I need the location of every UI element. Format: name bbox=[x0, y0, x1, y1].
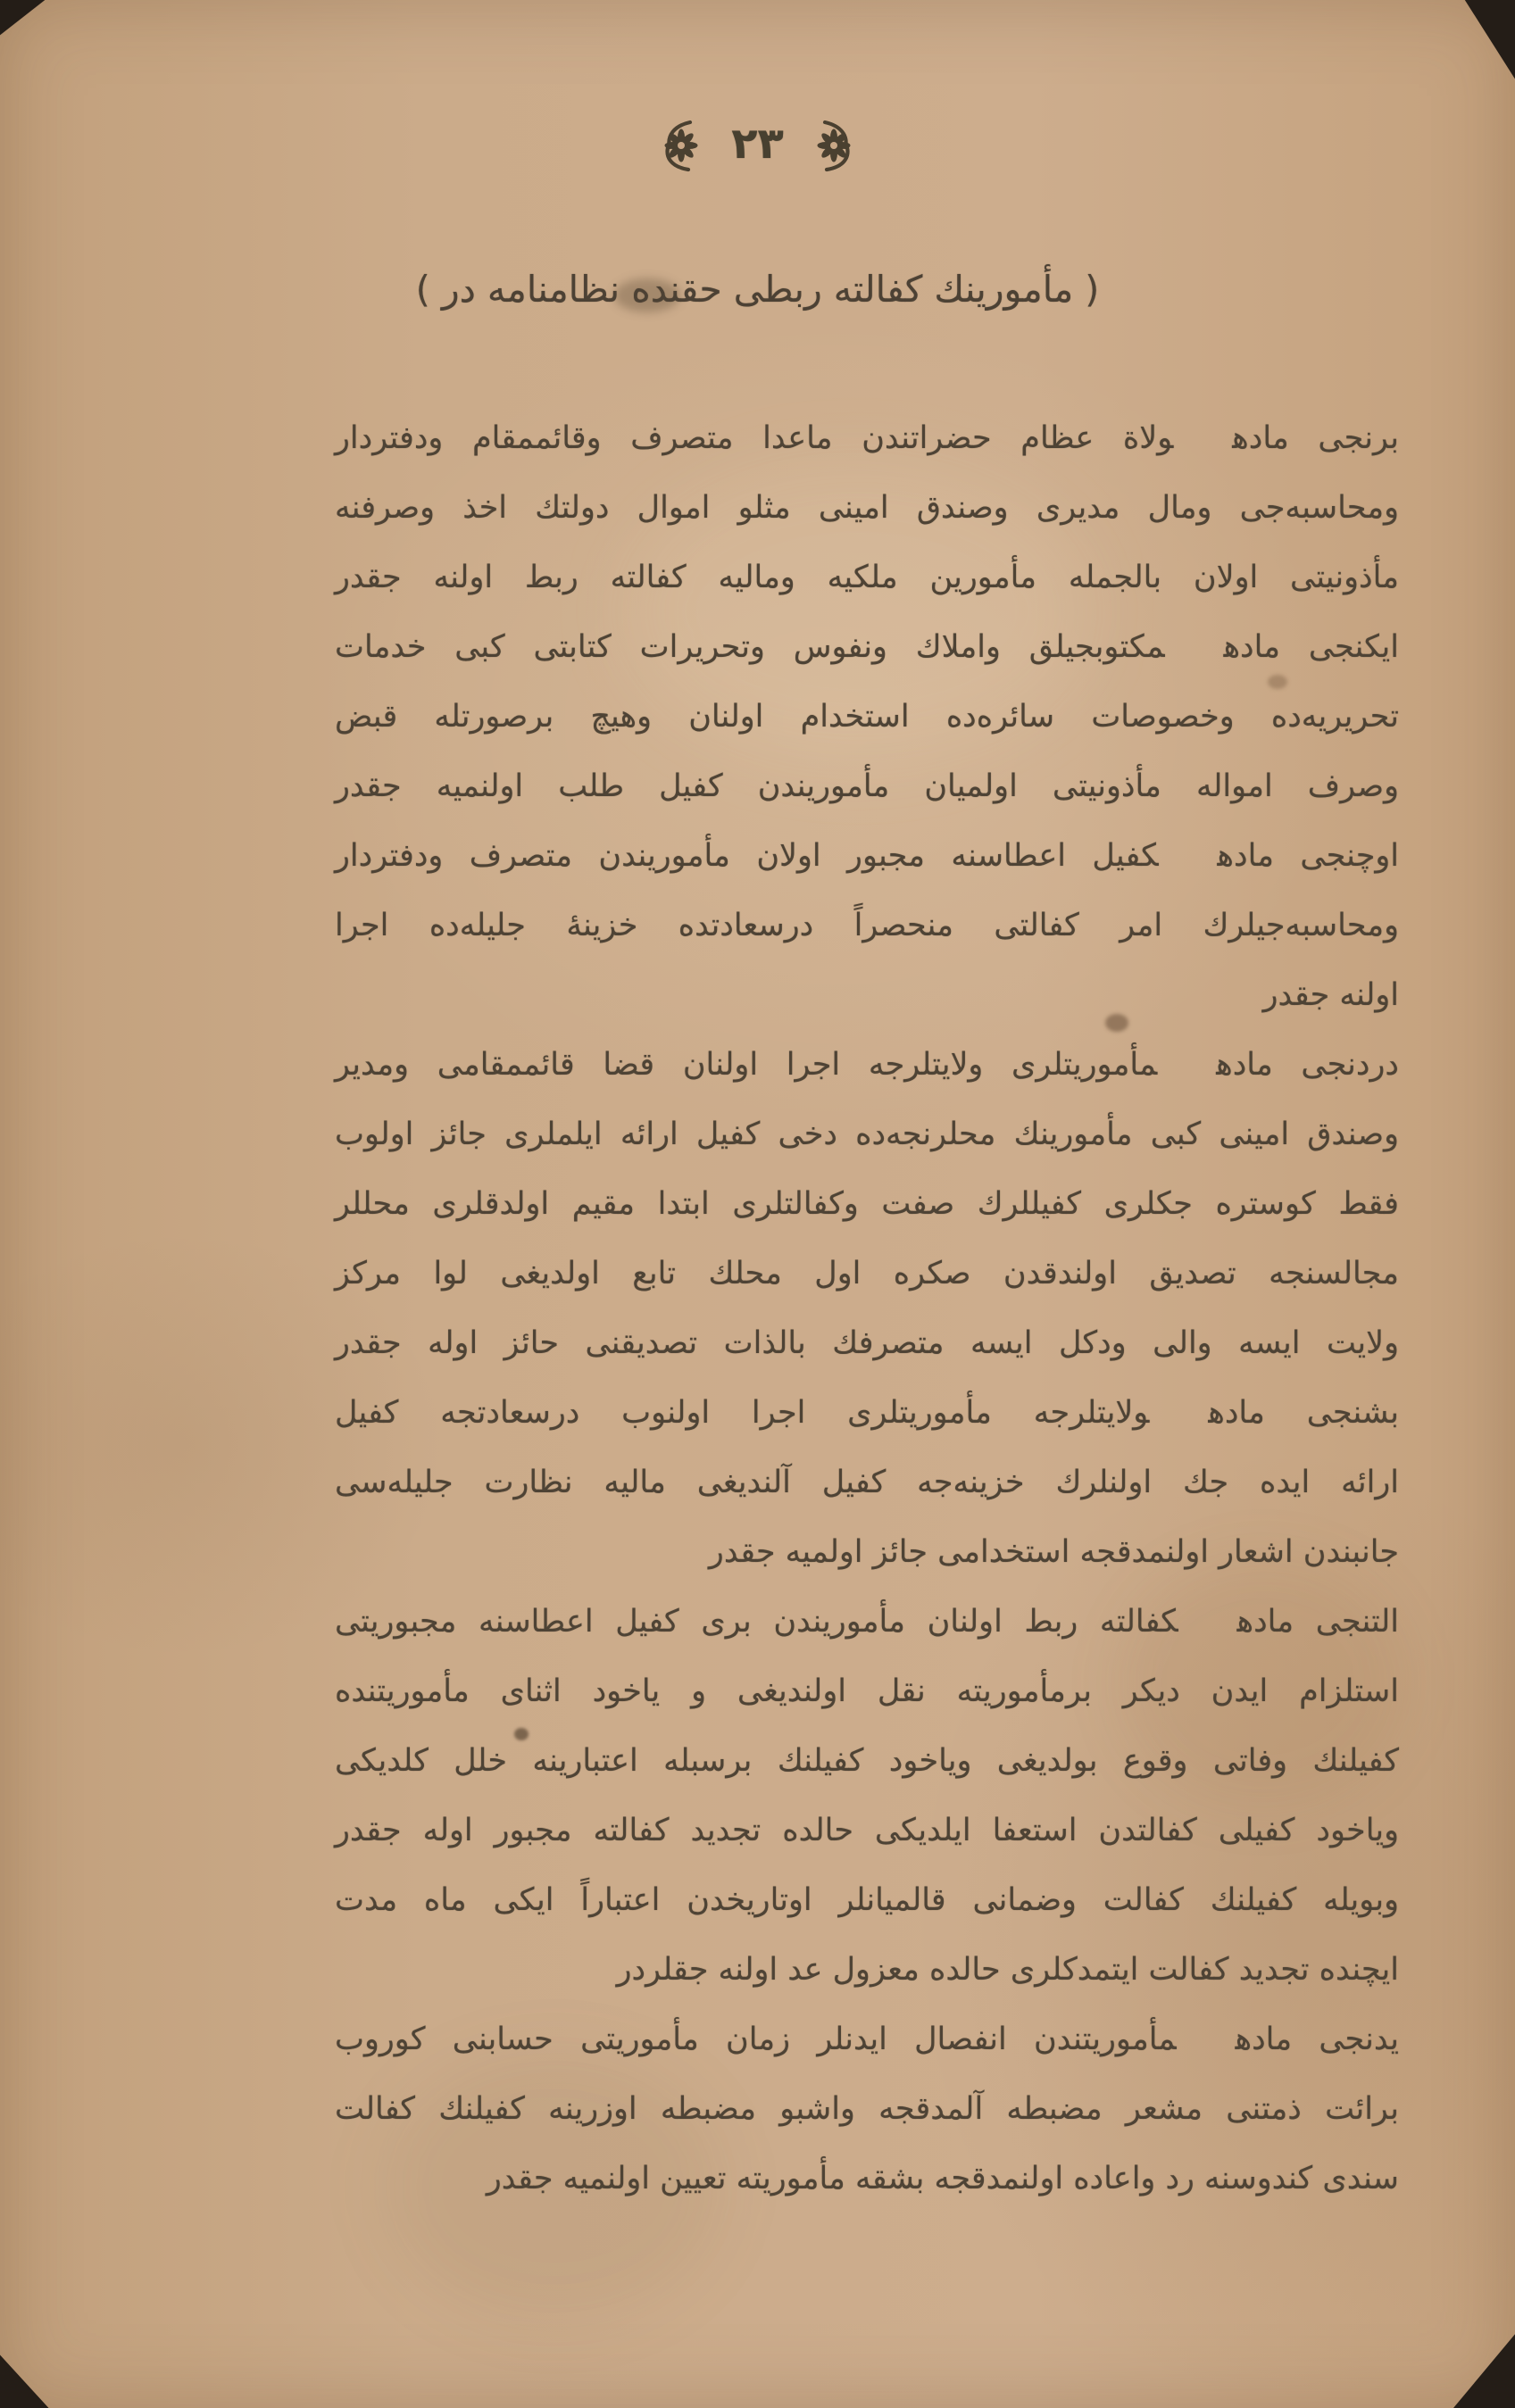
text-line bbox=[335, 1308, 1399, 1378]
article-label: دردنجى ماده bbox=[1216, 1047, 1399, 1083]
text-line bbox=[335, 751, 1399, 821]
line-text: برائت ذمتنى مشعر مضبطه آلمدقجه واشبو مضبطه اوزرينه كفيلنك كفالت bbox=[335, 2091, 1399, 2127]
scan-corner-artifact-bottom-left bbox=[0, 2349, 54, 2408]
text-line bbox=[335, 1239, 1399, 1308]
text-line bbox=[335, 1448, 1399, 1517]
text-line bbox=[335, 2005, 1399, 2074]
scan-corner-artifact-top-right bbox=[1461, 0, 1515, 87]
line-text: ومحاسبه‌جيلرك امر كفالتى منحصراً درسعادتده خزينهٔ جليله‌ده اجرا bbox=[335, 908, 1399, 943]
text-line bbox=[335, 682, 1399, 751]
line-text: سندى كندوسنه رد واعاده اولنمدقجه بشقه مأموريته تعيين اولنميه جقدر bbox=[486, 2161, 1399, 2196]
text-line bbox=[335, 1587, 1399, 1657]
line-text: ارائه ايده جك اولنلرك خزينه‌جه كفيل آلنديغى ماليه نظارت جليله‌سى bbox=[335, 1465, 1399, 1500]
body-text bbox=[335, 403, 1399, 2213]
line-text: ولاة عظام حضراتندن ماعدا متصرف وقائممقام ودفتردار bbox=[335, 420, 1174, 456]
text-line bbox=[335, 2144, 1399, 2213]
line-text: ومحاسبه‌جى ومال مديرى وصندق امينى مثلو اموال دولتك اخذ وصرفنه bbox=[335, 490, 1399, 526]
text-line bbox=[335, 1657, 1399, 1726]
line-text: مكتوبجيلق واملاك ونفوس وتحريرات كتابتى كبى خدمات bbox=[335, 629, 1165, 665]
line-text: فقط كوستره جكلرى كفيللرك صفت وكفالتلرى ابتدا مقيم اولدقلرى محللر bbox=[335, 1186, 1399, 1222]
page-number-row bbox=[0, 118, 1515, 177]
line-text: ولايت ايسه والى ودكل ايسه متصرفك بالذات تصديقنى حائز اوله جقدر bbox=[335, 1325, 1399, 1361]
text-line bbox=[335, 2074, 1399, 2144]
scan-corner-artifact-top-left bbox=[0, 0, 52, 39]
article-label: اوچنجى ماده bbox=[1217, 838, 1399, 874]
article-label: ايكنجى ماده bbox=[1223, 629, 1399, 665]
text-line bbox=[335, 473, 1399, 543]
line-text: ولايتلرجه مأموريتلرى اجرا اولنوب درسعادتجه كفيل bbox=[335, 1395, 1150, 1431]
line-text: مأموريتلرى ولايتلرجه اجرا اولنان قضا قائممقامى ومدير bbox=[335, 1047, 1158, 1083]
text-line bbox=[335, 1796, 1399, 1865]
line-text: تحريريه‌ده وخصوصات سائره‌ده استخدام اولنان وهيچ برصورتله قبض bbox=[335, 699, 1399, 735]
text-line bbox=[335, 1378, 1399, 1448]
article-label: التنجى ماده bbox=[1236, 1604, 1399, 1640]
text-line bbox=[335, 1100, 1399, 1169]
line-text: كفيل اعطاسنه مجبور اولان مأموريندن متصرف ودفتردار bbox=[335, 838, 1159, 874]
line-text: اولنه جقدر bbox=[1262, 977, 1399, 1013]
text-line bbox=[335, 1169, 1399, 1239]
line-text: وصرف امواله مأذونيتى اولميان مأموريندن كفيل طلب اولنميه جقدر bbox=[335, 768, 1399, 804]
line-text: وياخود كفيلى كفالتدن استعفا ايلديكى حالده تجديد كفالته مجبور اوله جقدر bbox=[335, 1813, 1399, 1848]
text-line bbox=[335, 891, 1399, 960]
text-line bbox=[335, 821, 1399, 891]
line-text: كفالته ربط اولنان مأموريندن برى كفيل اعطاسنه مجبوريتى bbox=[335, 1604, 1178, 1640]
line-text: وصندق امينى كبى مأمورينك محلرنجه‌ده دخى كفيل ارائه ايلملرى جائز اولوب bbox=[335, 1117, 1399, 1152]
text-line bbox=[335, 1726, 1399, 1796]
scan-corner-artifact-bottom-right bbox=[1449, 2328, 1515, 2408]
text-line bbox=[335, 1517, 1399, 1587]
text-line bbox=[335, 403, 1399, 473]
line-text: استلزام ايدن ديكر برمأموريته نقل اولنديغى و ياخود اثناى مأموريتنده bbox=[335, 1673, 1399, 1709]
text-line bbox=[335, 612, 1399, 682]
floral-ornament-left-icon bbox=[656, 118, 704, 177]
page-number: ٢٣ bbox=[731, 119, 784, 169]
line-text: ايچنده تجديد كفالت ايتمدكلرى حالده معزول عد اولنه جقلردر bbox=[616, 1952, 1399, 1988]
floral-ornament-right-icon bbox=[811, 118, 859, 177]
text-line bbox=[335, 960, 1399, 1030]
line-text: مأذونيتى اولان بالجمله مأمورين ملكيه وماليه كفالته ربط اولنه جقدر bbox=[335, 560, 1399, 595]
text-line bbox=[335, 543, 1399, 612]
document-title: ( مأمورينك كفالته ربطى حقنده نظامنامه در ) bbox=[415, 268, 1100, 311]
text-line bbox=[335, 1865, 1399, 1935]
line-text: جانبندن اشعار اولنمدقجه استخدامى جائز اولميه جقدر bbox=[708, 1534, 1399, 1570]
article-label: يدنجى ماده bbox=[1235, 2022, 1400, 2057]
line-text: كفيلنك وفاتى وقوع بولديغى وياخود كفيلنك برسبله اعتبارينه خلل كلديكى bbox=[335, 1743, 1399, 1779]
article-label: بشنجى ماده bbox=[1208, 1395, 1399, 1431]
article-label: برنجى ماده bbox=[1232, 420, 1399, 456]
line-text: مجالسنجه تصديق اولندقدن صكره اول محلك تابع اولديغى لوا مركز bbox=[335, 1256, 1399, 1291]
line-text: وبويله كفيلنك كفالت وضمانى قالميانلر اوتاريخدن اعتباراً ايكى ماه مدت bbox=[335, 1882, 1399, 1918]
text-line bbox=[335, 1935, 1399, 2005]
line-text: مأموريتندن انفصال ايدنلر زمان مأموريتى حسابنى كوروب bbox=[335, 2022, 1177, 2057]
text-line bbox=[335, 1030, 1399, 1100]
